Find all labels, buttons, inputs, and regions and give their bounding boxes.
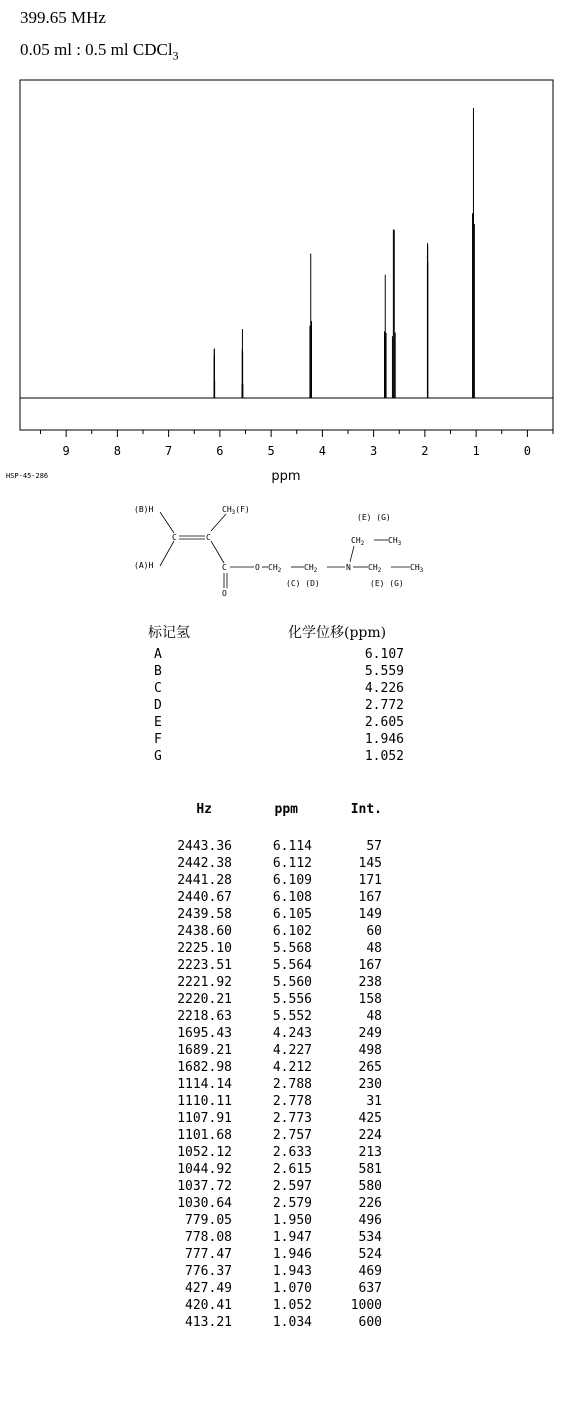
peak-ppm: 4.212 (272, 1060, 312, 1075)
shift-label: B (154, 664, 162, 679)
peak-int: 580 (358, 1179, 382, 1194)
group-ch3-g-top: $CH_3$ (388, 536, 402, 547)
peak-int: 524 (358, 1247, 382, 1262)
peak-hz: 2441.28 (177, 873, 232, 888)
col-header-shift: 化学位移(ppm) (288, 625, 387, 641)
label-bh: (B)H (134, 505, 154, 514)
peak-ppm: 2.615 (272, 1162, 312, 1177)
peak-row (150, 991, 410, 1008)
atom-c1: C (172, 533, 177, 542)
shift-value: 1.052 (364, 749, 404, 764)
peak-int: 230 (358, 1077, 382, 1092)
peak-ppm: 1.034 (272, 1315, 312, 1330)
tick-label-3: 3 (370, 444, 378, 458)
peak-row (150, 1025, 410, 1042)
atom-c3: C (222, 563, 227, 572)
peak-hz: 2440.67 (177, 890, 232, 905)
group-ch2-e-bot: $CH_2$ (368, 563, 382, 574)
peak-ppm: 4.243 (272, 1026, 312, 1041)
shift-value: 4.226 (364, 681, 404, 696)
nmr-spectrum-chart (0, 0, 570, 620)
peak-int: 31 (366, 1094, 382, 1109)
peak-int: 496 (358, 1213, 382, 1228)
peak-ppm: 6.112 (272, 856, 312, 871)
peak-row (150, 1059, 410, 1076)
peak-hz: 2221.92 (177, 975, 232, 990)
tick-label-7: 7 (165, 444, 173, 458)
shift-value: 1.946 (364, 732, 404, 747)
molecule-structure (134, 505, 424, 598)
peak-row (150, 1297, 410, 1314)
group-ch2-d: $CH_2$ (304, 563, 318, 574)
spectrum-code: HSP-45-286 (6, 472, 49, 480)
peak-ppm: 1.070 (272, 1281, 312, 1296)
shift-row (148, 714, 448, 731)
peak-int: 469 (358, 1264, 382, 1279)
atom-n: N (346, 563, 351, 572)
peak-int: 600 (358, 1315, 382, 1330)
peak-ppm: 1.950 (272, 1213, 312, 1228)
peak-hz: 427.49 (185, 1281, 232, 1296)
peak-ppm: 5.552 (272, 1009, 312, 1024)
peak-int: 60 (366, 924, 382, 939)
sample-subscript: 3 (172, 48, 179, 63)
peak-int: 171 (358, 873, 382, 888)
peak-hz: 1110.11 (177, 1094, 232, 1109)
group-ch3-g-bot: $CH_3$ (410, 563, 424, 574)
label-ch3f: $CH_3(F)$ (222, 505, 250, 516)
peak-int: 167 (358, 958, 382, 973)
peak-hz: 1695.43 (177, 1026, 232, 1041)
peak-hz: 413.21 (185, 1315, 232, 1330)
peak-row (150, 957, 410, 974)
atom-o-ester: O (255, 563, 260, 572)
peak-hz: 777.47 (185, 1247, 232, 1262)
peak-hz: 1037.72 (177, 1179, 232, 1194)
peak-ppm: 6.105 (272, 907, 312, 922)
atom-o-carbonyl: O (222, 589, 227, 598)
sample-text: 0.05 ml : 0.5 ml CDCl (20, 40, 173, 59)
peak-hz: 778.08 (185, 1230, 232, 1245)
peak-table-header (150, 802, 410, 838)
peak-hz: 2225.10 (177, 941, 232, 956)
group-ch2-e-top: $CH_2$ (351, 536, 365, 547)
tick-label-2: 2 (421, 444, 429, 458)
shift-value: 6.107 (364, 647, 404, 662)
peak-int: 238 (358, 975, 382, 990)
tick-label-4: 4 (318, 444, 326, 458)
peak-row (150, 1212, 410, 1229)
shift-table-body (148, 646, 448, 765)
peak-hz: 1114.14 (177, 1077, 232, 1092)
peak-int: 581 (358, 1162, 382, 1177)
molecule-bonds (160, 512, 410, 588)
peak-ppm: 5.564 (272, 958, 312, 973)
col-header-ppm: ppm (274, 802, 298, 817)
peak-hz: 2442.38 (177, 856, 232, 871)
tick-label-0: 0 (523, 444, 531, 458)
peak-ppm: 2.773 (272, 1111, 312, 1126)
shift-label: F (154, 732, 162, 747)
x-axis-label: ppm (271, 469, 301, 484)
peak-list-table (150, 802, 410, 1331)
peak-hz: 2439.58 (177, 907, 232, 922)
x-axis-ticks (41, 430, 554, 437)
peak-row (150, 923, 410, 940)
peak-ppm: 2.778 (272, 1094, 312, 1109)
peak-int: 637 (358, 1281, 382, 1296)
tick-label-8: 8 (113, 444, 121, 458)
shift-value: 5.559 (364, 664, 404, 679)
peak-row (150, 838, 410, 855)
peak-hz: 2220.21 (177, 992, 232, 1007)
col-header-label: 标记氢 (148, 625, 190, 641)
shift-row (148, 748, 448, 765)
peak-row (150, 889, 410, 906)
peak-int: 498 (358, 1043, 382, 1058)
shift-row (148, 680, 448, 697)
peak-hz: 2443.36 (177, 839, 232, 854)
peak-ppm: 5.560 (272, 975, 312, 990)
peak-int: 57 (366, 839, 382, 854)
peak-row (150, 1263, 410, 1280)
peak-int: 249 (358, 1026, 382, 1041)
spectrometer-frequency: 399.65 MHz (20, 8, 106, 27)
peak-hz: 2438.60 (177, 924, 232, 939)
peak-ppm: 6.108 (272, 890, 312, 905)
shift-value: 2.772 (364, 698, 404, 713)
peak-int: 224 (358, 1128, 382, 1143)
peak-group (214, 108, 474, 398)
peak-row (150, 906, 410, 923)
peak-hz: 776.37 (185, 1264, 232, 1279)
peak-row (150, 1076, 410, 1093)
peak-int: 226 (358, 1196, 382, 1211)
peak-row (150, 872, 410, 889)
peak-hz: 2218.63 (177, 1009, 232, 1024)
peak-hz: 2223.51 (177, 958, 232, 973)
peak-hz: 1052.12 (177, 1145, 232, 1160)
tick-label-5: 5 (267, 444, 275, 458)
shift-row (148, 697, 448, 714)
tick-label-6: 6 (216, 444, 224, 458)
peak-table-body (150, 838, 410, 1331)
peak-ppm: 1.947 (272, 1230, 312, 1245)
peak-int: 145 (358, 856, 382, 871)
shift-label: A (154, 647, 162, 662)
peak-int: 149 (358, 907, 382, 922)
peak-ppm: 2.757 (272, 1128, 312, 1143)
peak-int: 48 (366, 1009, 382, 1024)
peak-int: 48 (366, 941, 382, 956)
shift-label: D (154, 698, 162, 713)
peak-ppm: 1.052 (272, 1298, 312, 1313)
x-axis-tick-labels (63, 444, 531, 458)
peak-int: 265 (358, 1060, 382, 1075)
peak-hz: 1689.21 (177, 1043, 232, 1058)
label-ah: (A)H (134, 561, 154, 570)
peak-int: 1000 (350, 1298, 382, 1313)
peak-hz: 1107.91 (177, 1111, 232, 1126)
peak-hz: 420.41 (185, 1298, 232, 1313)
col-header-hz: Hz (196, 802, 212, 817)
peak-int: 534 (358, 1230, 382, 1245)
atom-c2: C (206, 533, 211, 542)
peak-int: 425 (358, 1111, 382, 1126)
peak-row (150, 1229, 410, 1246)
shift-label: G (154, 749, 162, 764)
group-ch2-c: $CH_2$ (268, 563, 282, 574)
peak-hz: 1030.64 (177, 1196, 232, 1211)
peak-row (150, 1127, 410, 1144)
peak-row (150, 1178, 410, 1195)
peak-hz: 1682.98 (177, 1060, 232, 1075)
peak-ppm: 1.943 (272, 1264, 312, 1279)
peak-row (150, 1246, 410, 1263)
peak-ppm: 5.556 (272, 992, 312, 1007)
peak-row (150, 940, 410, 957)
peak-ppm: 1.946 (272, 1247, 312, 1262)
peak-row (150, 1280, 410, 1297)
peak-ppm: 2.579 (272, 1196, 312, 1211)
peak-ppm: 2.788 (272, 1077, 312, 1092)
chemical-shift-table (148, 622, 448, 765)
tick-label-1: 1 (472, 444, 480, 458)
peak-hz: 1101.68 (177, 1128, 232, 1143)
peak-row (150, 1008, 410, 1025)
peak-row (150, 1093, 410, 1110)
peak-row (150, 1314, 410, 1331)
peak-int: 167 (358, 890, 382, 905)
shift-label: C (154, 681, 162, 696)
shift-row (148, 731, 448, 748)
shift-value: 2.605 (364, 715, 404, 730)
shift-row (148, 646, 448, 663)
peak-row (150, 855, 410, 872)
shift-table-header (148, 622, 448, 646)
peak-ppm: 4.227 (272, 1043, 312, 1058)
peak-ppm: 6.109 (272, 873, 312, 888)
peak-ppm: 6.114 (272, 839, 312, 854)
peak-ppm: 2.597 (272, 1179, 312, 1194)
peak-row (150, 1161, 410, 1178)
peak-int: 213 (358, 1145, 382, 1160)
peak-row (150, 1042, 410, 1059)
shift-label: E (154, 715, 162, 730)
peak-row (150, 974, 410, 991)
label-eg-top: (E) (G) (357, 513, 391, 522)
peak-int: 158 (358, 992, 382, 1007)
shift-row (148, 663, 448, 680)
peak-ppm: 6.102 (272, 924, 312, 939)
tick-label-9: 9 (62, 444, 70, 458)
peak-ppm: 2.633 (272, 1145, 312, 1160)
peak-row (150, 1144, 410, 1161)
peak-row (150, 1110, 410, 1127)
peak-row (150, 1195, 410, 1212)
peak-hz: 779.05 (185, 1213, 232, 1228)
label-eg-bot: (E) (G) (370, 579, 404, 588)
peak-hz: 1044.92 (177, 1162, 232, 1177)
label-cd-tags: (C) (D) (286, 579, 320, 588)
col-header-int: Int. (350, 802, 382, 817)
peak-ppm: 5.568 (272, 941, 312, 956)
